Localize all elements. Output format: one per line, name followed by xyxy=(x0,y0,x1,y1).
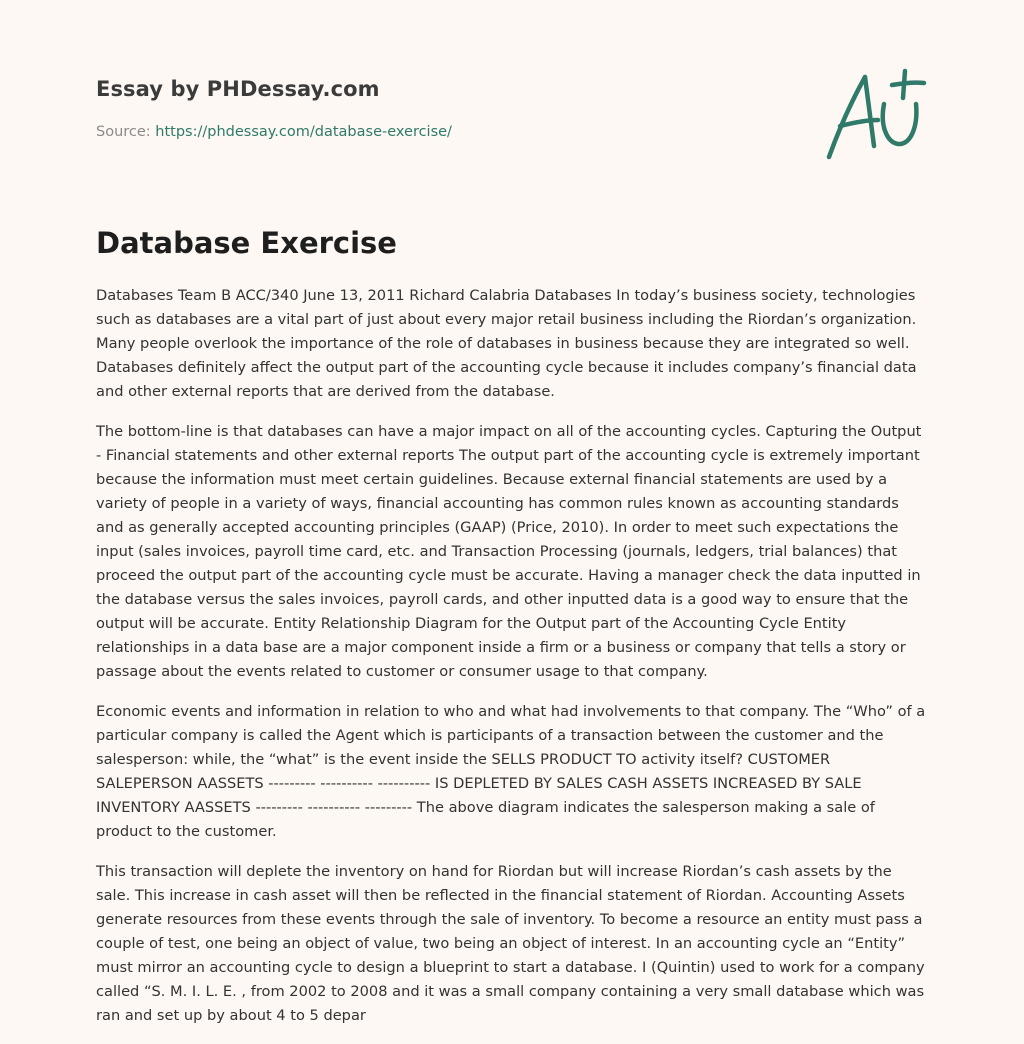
essay-paragraph: Databases Team B ACC/340 June 13, 2011 Richard Calabria Databases In today’s business society, technologies such as databases are a vital part of just about every major retail business including the Riordan’s organization. Many people overlook the importance of the role of databases in business because they are integrated so well. Databases definitely affect the output part of the accounting cycle because it includes company’s financial data and other external reports that are derived from the database. xyxy=(96,287,917,400)
essay-paragraph: Economic events and information in relation to who and what had involvements to that company. The “Who” of a particular company is called the Agent which is participants of a transaction between the customer and the salesperson: while, the “what” is the event inside the SELLS PRODUCT TO activity itself? CUSTOMER SALEPERSON AASSETS --------- ---------- ---------- IS DEPLETED BY SALES CASH ASSETS INCREASED BY SALE INVENTORY AASSETS --------- ---------- --------- The above diagram indicates the salesperson making a sale of product to the customer. xyxy=(96,703,926,840)
essay-paragraph: This transaction will deplete the inventory on hand for Riordan but will increase Riordan’s cash assets by the sale. This increase in cash asset will then be reflected in the financial statement of Riordan. Accounting Assets generate resources from these events through the sale of inventory. To become a resource an entity must pass a couple of test, one being an object of value, two being an object of interest. In an accounting cycle an “Entity” must mirror an accounting cycle to design a blueprint to start a database. I (Quintin) used to work for a company called “S. M. I. L. E. , from 2002 to 2008 and it was a small company containing a very small database which was ran and set up by about 4 to 5 depar xyxy=(96,863,925,1024)
a-plus-grade-icon xyxy=(820,66,930,166)
site-title: Essay by PHDessay.com xyxy=(96,77,380,101)
essay-body xyxy=(96,284,928,1044)
source-label: Source: xyxy=(96,124,156,140)
essay-paragraph: The bottom-line is that databases can have a major impact on all of the accounting cycles. Capturing the Output - Financial statements and other external reports The output part of the accounting cycle is extremely important because the information must meet certain guidelines. Because external financial statements are used by a variety of people in a variety of ways, financial accounting has common rules known as accounting standards and as generally accepted accounting principles (GAAP) (Price, 2010). In order to meet such expectations the input (sales invoices, payroll time card, etc. and Transaction Processing (journals, ledgers, trial balances) that proceed the output part of the accounting cycle must be accurate. Having a manager check the data inputted in the database versus the sales invoices, payroll cards, and other inputted data is a good way to ensure that the output will be accurate. Entity Relationship Diagram for the Output part of the Accounting Cycle Entity relationships in a data base are a major component inside a firm or a business or company that tells a story or passage about the events related to customer or consumer usage to that company. xyxy=(96,423,922,680)
source-link[interactable]: https://phdessay.com/database-exercise/ xyxy=(155,124,452,140)
essay-title: Database Exercise xyxy=(96,226,397,260)
source-line xyxy=(96,124,452,140)
